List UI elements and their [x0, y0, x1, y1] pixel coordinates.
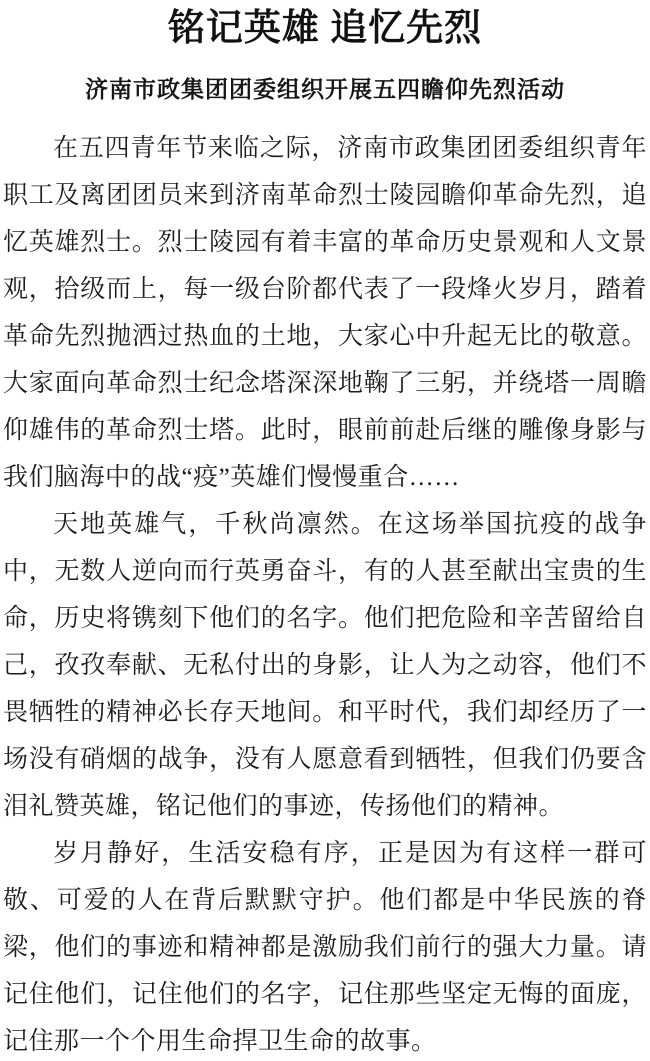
body-paragraph: 在五四青年节来临之际，济南市政集团团委组织青年职工及离团团员来到济南革命烈士陵园瞻仰革命先烈，追忆英雄烈士。烈士陵园有着丰富的革命历史景观和人文景观，拾级而上，每一级台阶都代表了一段烽火岁月，踏着革命先烈抛洒过热血的土地，大家心中升起无比的敬意。大家面向革命烈士纪念塔深深地鞠了三躬，并绕塔一周瞻仰雄伟的革命烈士塔。此时，眼前前赴后继的雕像身影与我们脑海中的战“疫”英雄们慢慢重合…… — [3, 135, 647, 491]
document-body — [3, 125, 647, 1061]
document-title: 铭记英雄 追忆先烈 — [167, 8, 483, 49]
body-paragraph: 岁月静好，生活安稳有序，正是因为有这样一群可敬、可爱的人在背后默默守护。他们都是中华民族的脊梁，他们的事迹和精神都是激励我们前行的强大力量。请记住他们，记住他们的名字，记住那些坚定无悔的面庞，记住那一个个用生命捍卫生命的故事。 — [3, 840, 647, 1055]
body-paragraph: 天地英雄气，千秋尚凛然。在这场举国抗疫的战争中，无数人逆向而行英勇奋斗，有的人甚至献出宝贵的生命，历史将镌刻下他们的名字。他们把危险和辛苦留给自己，孜孜奉献、无私付出的身影，让人为之动容，他们不畏牺牲的精神必长存天地间。和平时代，我们却经历了一场没有硝烟的战争，没有人愿意看到牺牲，但我们仍要含泪礼赞英雄，铭记他们的事迹，传扬他们的精神。 — [3, 511, 647, 820]
document-subtitle: 济南市政集团团委组织开展五四瞻仰先烈活动 — [85, 77, 565, 102]
